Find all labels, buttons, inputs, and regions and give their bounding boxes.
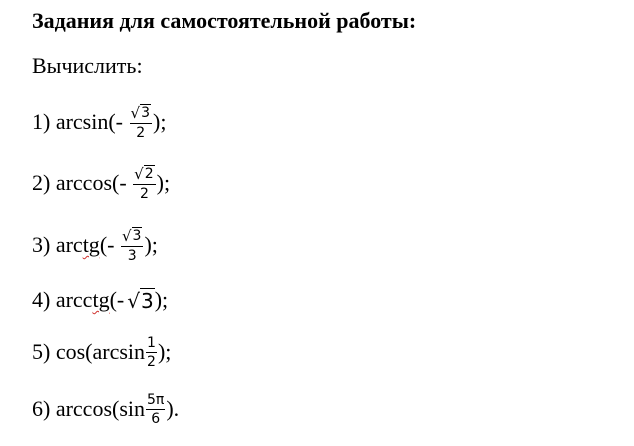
task-tail: ). — [166, 396, 180, 421]
task-function: arccos(- — [55, 170, 127, 195]
fraction-denominator: 3 — [127, 247, 137, 264]
fraction-numerator: 3 — [132, 227, 142, 244]
task-number: 6) — [32, 396, 51, 421]
fraction-denominator: 2 — [147, 353, 156, 370]
task-5 — [32, 324, 171, 380]
fraction — [146, 392, 165, 427]
spellcheck-mark: tg — [82, 232, 100, 257]
fraction-denominator: 6 — [151, 410, 161, 427]
task-function: arctg(- — [55, 232, 115, 257]
fraction-numerator: 5π — [147, 391, 165, 408]
task-4 — [32, 272, 168, 328]
fraction — [121, 227, 143, 264]
task-function: cos(arcsin — [55, 339, 146, 364]
fraction-numerator: 3 — [141, 104, 150, 121]
task-1 — [32, 94, 166, 150]
radical-sign: √ — [127, 288, 140, 313]
task-number: 2) — [32, 170, 51, 195]
square-root — [127, 288, 154, 313]
task-3 — [32, 217, 158, 273]
task-function: arcsin(- — [55, 109, 124, 134]
radical-sign: √ — [121, 226, 132, 245]
fraction-numerator: 1 — [147, 334, 156, 351]
task-tail: ); — [153, 109, 167, 134]
task-number: 4) — [32, 287, 51, 312]
fraction — [130, 104, 152, 141]
task-function: arcctg(- — [55, 287, 125, 312]
fraction-denominator: 2 — [136, 124, 146, 141]
fraction-denominator: 2 — [139, 185, 149, 202]
root-argument: 3 — [140, 288, 154, 313]
task-number: 1) — [32, 109, 51, 134]
task-number: 3) — [32, 232, 51, 257]
fraction-numerator: 2 — [144, 165, 154, 182]
task-number: 5) — [32, 339, 51, 364]
task-function: arccos(sin — [55, 396, 146, 421]
fraction — [133, 165, 155, 202]
task-tail: ); — [144, 232, 158, 257]
fraction — [146, 335, 157, 370]
instruction-text: Вычислить: — [32, 53, 143, 78]
spellcheck-mark: tg — [92, 287, 110, 312]
page-title: Задания для самостоятельной работы: — [32, 8, 417, 33]
task-6 — [32, 381, 179, 437]
task-tail: ); — [157, 339, 172, 364]
radical-sign: √ — [134, 164, 144, 183]
task-2 — [32, 155, 170, 211]
task-tail: ); — [154, 287, 169, 312]
task-tail: ); — [156, 170, 171, 195]
radical-sign: √ — [130, 103, 141, 122]
